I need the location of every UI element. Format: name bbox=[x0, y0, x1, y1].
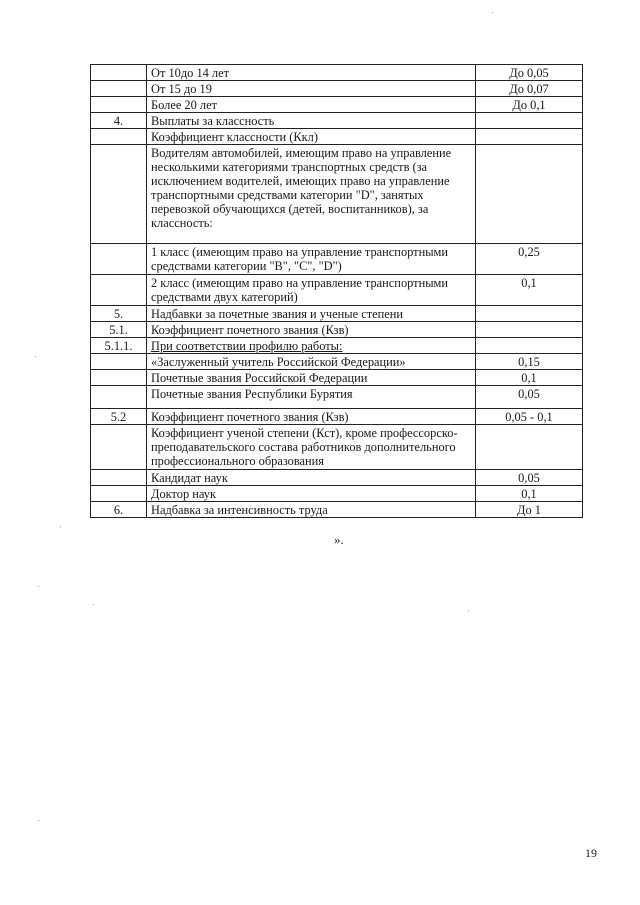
row-number-cell bbox=[91, 244, 147, 275]
row-number-cell bbox=[91, 354, 147, 370]
row-number-cell: 5.1. bbox=[91, 322, 147, 338]
table-row bbox=[91, 502, 583, 518]
table-row bbox=[91, 145, 583, 244]
row-description-cell: Почетные звания Республики Бурятия bbox=[147, 386, 476, 409]
row-description-cell: Кандидат наук bbox=[147, 470, 476, 486]
table-row bbox=[91, 244, 583, 275]
row-number-cell: 6. bbox=[91, 502, 147, 518]
row-number-cell bbox=[91, 486, 147, 502]
table-row bbox=[91, 386, 583, 409]
row-description-cell: Коэффициент почетного звания (Кзв) bbox=[147, 409, 476, 425]
scan-speck bbox=[35, 356, 36, 357]
row-value-cell: До 0,05 bbox=[476, 65, 583, 81]
row-value-cell: 0,15 bbox=[476, 354, 583, 370]
row-value-cell bbox=[476, 129, 583, 145]
row-description-cell: Коэффициент ученой степени (Кст), кроме профессорско-преподавательского состава работников дополнительного профессионального образования bbox=[147, 425, 476, 470]
row-number-cell bbox=[91, 81, 147, 97]
table-row bbox=[91, 425, 583, 470]
row-number-cell bbox=[91, 97, 147, 113]
scan-speck bbox=[38, 586, 39, 587]
row-number-cell bbox=[91, 370, 147, 386]
row-description-cell: Коэффициент классности (Ккл) bbox=[147, 129, 476, 145]
table-row bbox=[91, 97, 583, 113]
row-description-cell: Надбавки за почетные звания и ученые степени bbox=[147, 306, 476, 322]
row-description-cell: От 10до 14 лет bbox=[147, 65, 476, 81]
table-row bbox=[91, 338, 583, 354]
table-row bbox=[91, 409, 583, 425]
row-description-cell: Выплаты за классность bbox=[147, 113, 476, 129]
table-row bbox=[91, 81, 583, 97]
row-value-cell: 0,25 bbox=[476, 244, 583, 275]
row-value-cell bbox=[476, 338, 583, 354]
row-description-cell: 2 класс (имеющим право на управление транспортными средствами двух категорий) bbox=[147, 275, 476, 306]
table-row bbox=[91, 354, 583, 370]
row-value-cell bbox=[476, 322, 583, 338]
row-number-cell bbox=[91, 386, 147, 409]
scan-speck bbox=[60, 526, 61, 527]
table-row bbox=[91, 486, 583, 502]
row-value-cell: 0,05 bbox=[476, 386, 583, 409]
row-number-cell bbox=[91, 275, 147, 306]
row-value-cell bbox=[476, 145, 583, 244]
row-value-cell bbox=[476, 306, 583, 322]
row-description-cell: От 15 до 19 bbox=[147, 81, 476, 97]
table-row bbox=[91, 306, 583, 322]
row-description-cell: При соответствии профилю работы: bbox=[147, 338, 476, 354]
row-number-cell bbox=[91, 470, 147, 486]
scan-speck bbox=[38, 820, 39, 821]
row-number-cell bbox=[91, 65, 147, 81]
row-description-cell: «Заслуженный учитель Российской Федерации» bbox=[147, 354, 476, 370]
row-number-cell: 5. bbox=[91, 306, 147, 322]
scan-speck bbox=[93, 604, 94, 605]
row-number-cell: 5.1.1. bbox=[91, 338, 147, 354]
document-table bbox=[90, 64, 583, 518]
row-number-cell: 4. bbox=[91, 113, 147, 129]
row-value-cell: 0,05 - 0,1 bbox=[476, 409, 583, 425]
table-body bbox=[91, 65, 583, 518]
row-value-cell: 0,1 bbox=[476, 275, 583, 306]
table-row bbox=[91, 113, 583, 129]
row-description-cell: Более 20 лет bbox=[147, 97, 476, 113]
row-description-cell: Водителям автомобилей, имеющим право на управление несколькими категориями транспортных средств (за исключением водителей, имеющих право на управление транспортными средствами категории "D", занятых перевозкой обучающихся (детей, воспитанников), за классность: bbox=[147, 145, 476, 244]
page-number: 19 bbox=[585, 846, 597, 860]
row-number-cell bbox=[91, 145, 147, 244]
row-value-cell bbox=[476, 425, 583, 470]
scan-speck bbox=[468, 610, 469, 611]
table-row bbox=[91, 470, 583, 486]
scan-speck bbox=[492, 12, 493, 13]
table-row bbox=[91, 275, 583, 306]
row-description-cell: Надбавка за интенсивность труда bbox=[147, 502, 476, 518]
row-description-cell: Коэффициент почетного звания (Кзв) bbox=[147, 322, 476, 338]
row-description-cell: Почетные звания Российской Федерации bbox=[147, 370, 476, 386]
row-description-cell: 1 класс (имеющим право на управление транспортными средствами категории "B", "C", "D") bbox=[147, 244, 476, 275]
closing-quote-mark: ». bbox=[334, 532, 344, 547]
row-number-cell: 5.2 bbox=[91, 409, 147, 425]
table-row bbox=[91, 65, 583, 81]
table-row bbox=[91, 322, 583, 338]
row-value-cell: До 0,1 bbox=[476, 97, 583, 113]
row-number-cell bbox=[91, 129, 147, 145]
table-row bbox=[91, 129, 583, 145]
row-value-cell: 0,05 bbox=[476, 470, 583, 486]
table-row bbox=[91, 370, 583, 386]
row-value-cell: До 1 bbox=[476, 502, 583, 518]
row-value-cell: До 0,07 bbox=[476, 81, 583, 97]
row-value-cell: 0,1 bbox=[476, 370, 583, 386]
row-number-cell bbox=[91, 425, 147, 470]
row-description-cell: Доктор наук bbox=[147, 486, 476, 502]
row-value-cell bbox=[476, 113, 583, 129]
row-value-cell: 0,1 bbox=[476, 486, 583, 502]
